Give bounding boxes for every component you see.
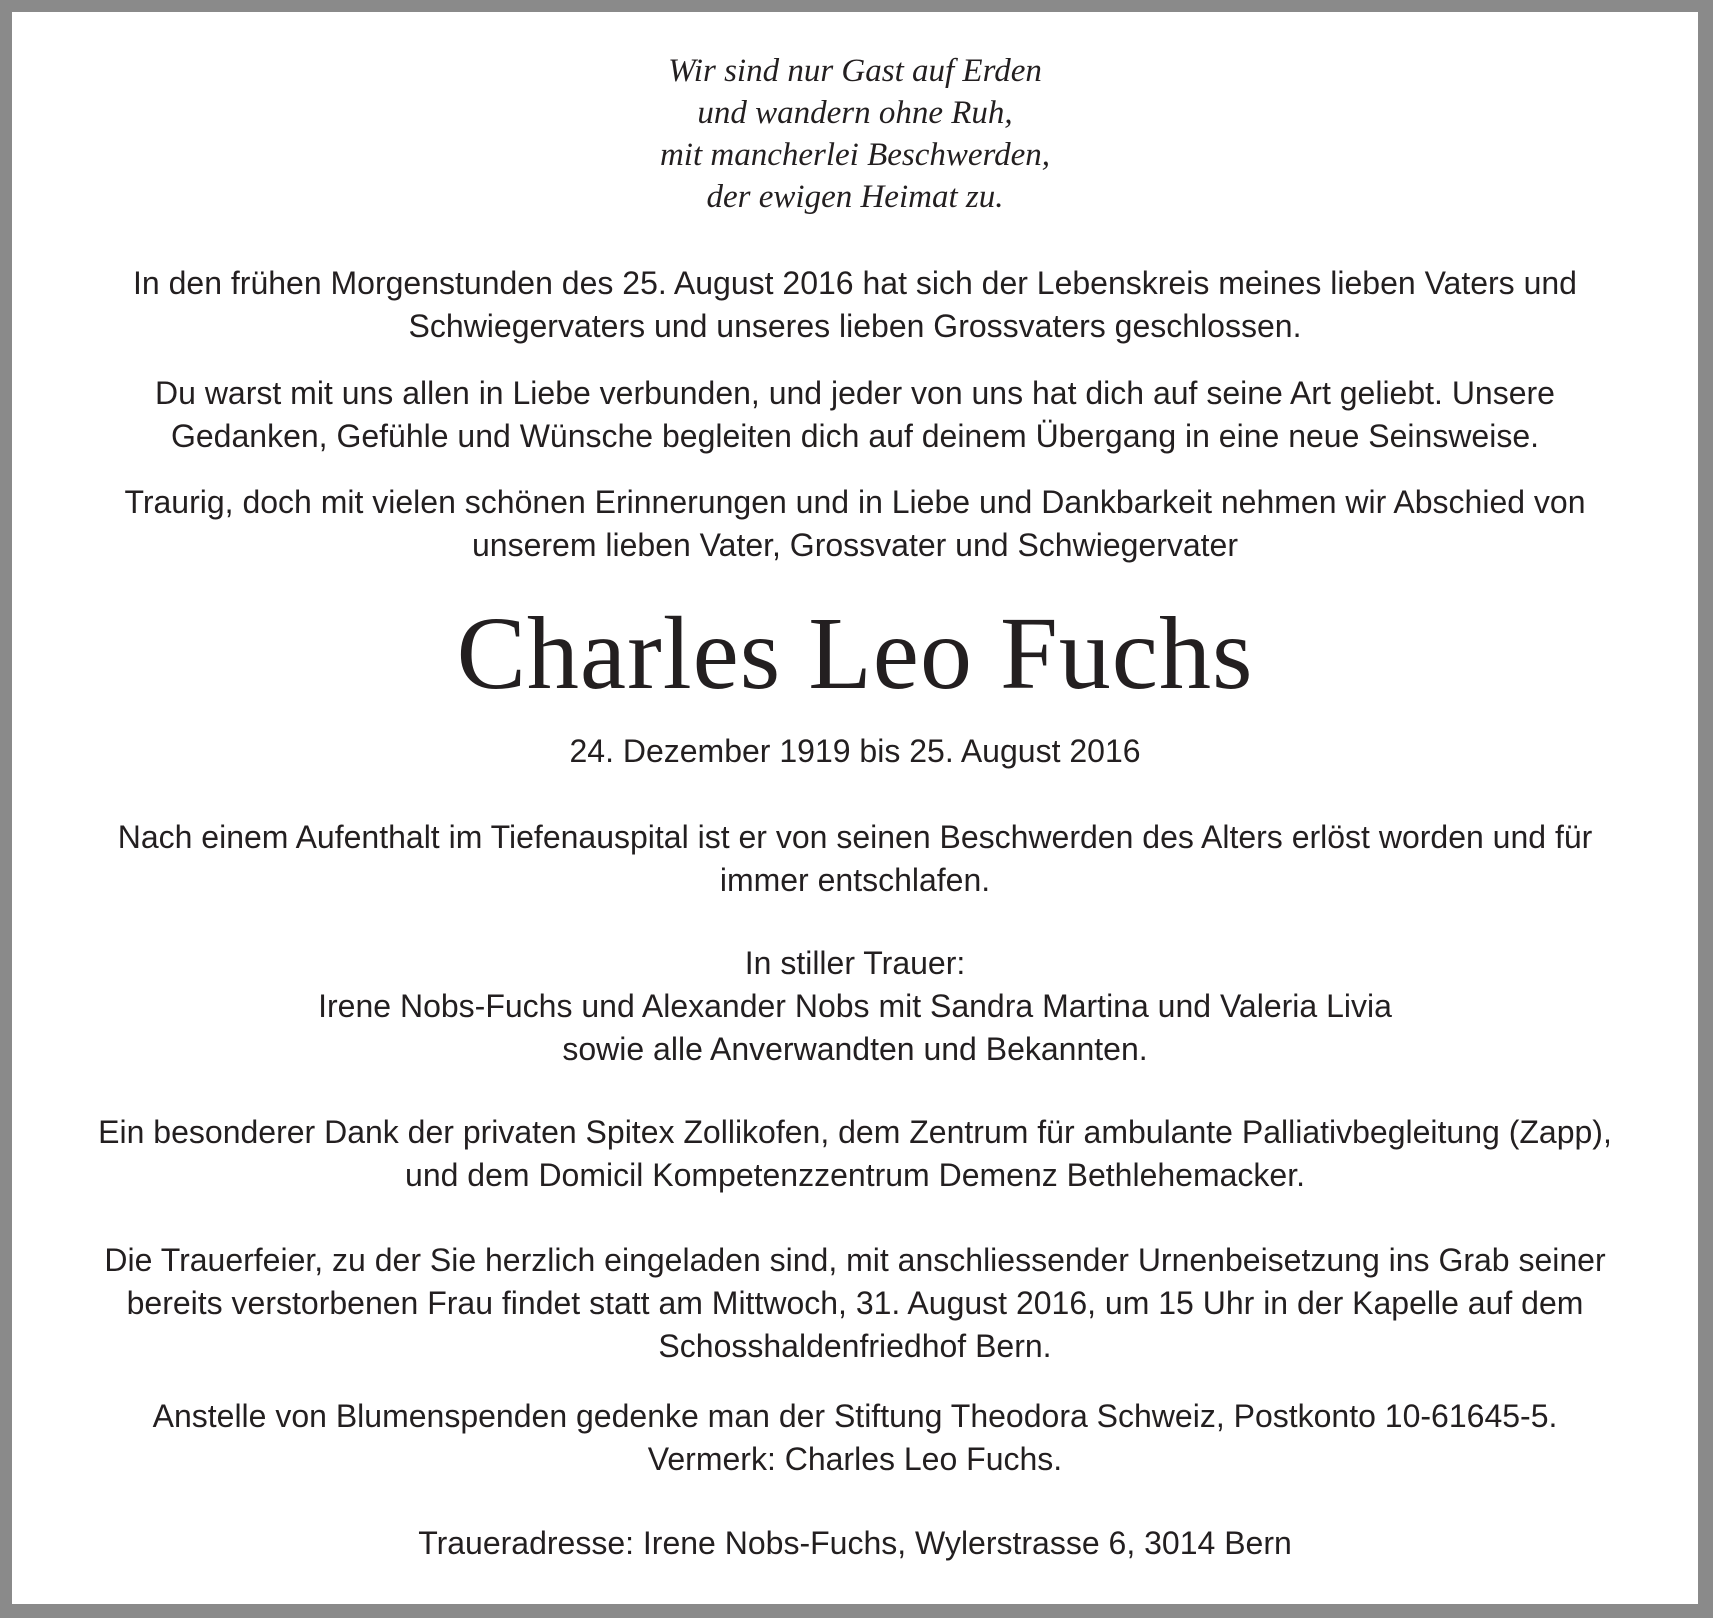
mourners-paragraph [12,942,1698,1071]
text-line: sowie alle Anverwandten und Bekannten. [562,1031,1148,1067]
text-line: Nach einem Aufenthalt im Tiefenauspital ist er von seinen Beschwerden des Alters erlöst worden und für [117,819,1593,855]
poem-line: der ewigen Heimat zu. [706,179,1004,215]
text-line: Ein besonderer Dank der privaten Spitex Zollikofen, dem Zentrum für ambulante Palliativbegleitung (Zapp), [98,1114,1612,1150]
mourning-address [12,1522,1698,1565]
text-line: In stiller Trauer: [744,945,966,981]
text-line: Die Trauerfeier, zu der Sie herzlich eingeladen sind, mit anschliessender Urnenbeisetzung ins Grab seiner [104,1242,1606,1278]
ceremony-paragraph [12,1239,1698,1368]
text-line: Vermerk: Charles Leo Fuchs. [647,1441,1063,1477]
life-dates [12,730,1698,773]
intro-paragraph-2 [12,372,1698,458]
donation-paragraph [12,1395,1698,1481]
text-line: In den frühen Morgenstunden des 25. August 2016 hat sich der Lebenskreis meines lieben Vaters und [133,265,1577,301]
text-line: immer entschlafen. [719,862,991,898]
poem-line: mit mancherlei Beschwerden, [659,137,1051,173]
text-line: 24. Dezember 1919 bis 25. August 2016 [569,733,1141,769]
deceased-name: Charles Leo Fuchs [456,596,1254,711]
text-line: Irene Nobs-Fuchs und Alexander Nobs mit Sandra Martina und Valeria Livia [318,988,1392,1024]
passing-paragraph [12,816,1698,902]
poem-line: Wir sind nur Gast auf Erden [668,53,1042,89]
text-line: unserem lieben Vater, Grossvater und Schwiegervater [471,527,1238,563]
text-line: und dem Domicil Kompetenzzentrum Demenz Bethlehemacker. [405,1157,1305,1193]
text-line: Gedanken, Gefühle und Wünsche begleiten dich auf deinem Übergang in eine neue Seinsweise. [170,418,1540,454]
thanks-paragraph [12,1111,1698,1197]
opening-poem [12,50,1698,218]
poem-line: und wandern ohne Ruh, [697,95,1013,131]
text-line: Traurig, doch mit vielen schönen Erinnerungen und in Liebe und Dankbarkeit nehmen wir Abschied von [124,484,1586,520]
text-line: Du warst mit uns allen in Liebe verbunden, und jeder von uns hat dich auf seine Art geliebt. Unsere [155,375,1555,411]
text-line: Schosshaldenfriedhof Bern. [658,1328,1052,1364]
text-line: Anstelle von Blumenspenden gedenke man der Stiftung Theodora Schweiz, Postkonto 10-61645-5. [152,1398,1558,1434]
text-line: bereits verstorbenen Frau findet statt am Mittwoch, 31. August 2016, um 15 Uhr in der Kapelle auf dem [126,1285,1584,1321]
intro-paragraph-1 [12,262,1698,348]
intro-paragraph-3 [12,481,1698,567]
text-line: Traueradresse: Irene Nobs-Fuchs, Wylerstrasse 6, 3014 Bern [418,1525,1292,1561]
text-line: Schwiegervaters und unseres lieben Grossvaters geschlossen. [408,308,1302,344]
